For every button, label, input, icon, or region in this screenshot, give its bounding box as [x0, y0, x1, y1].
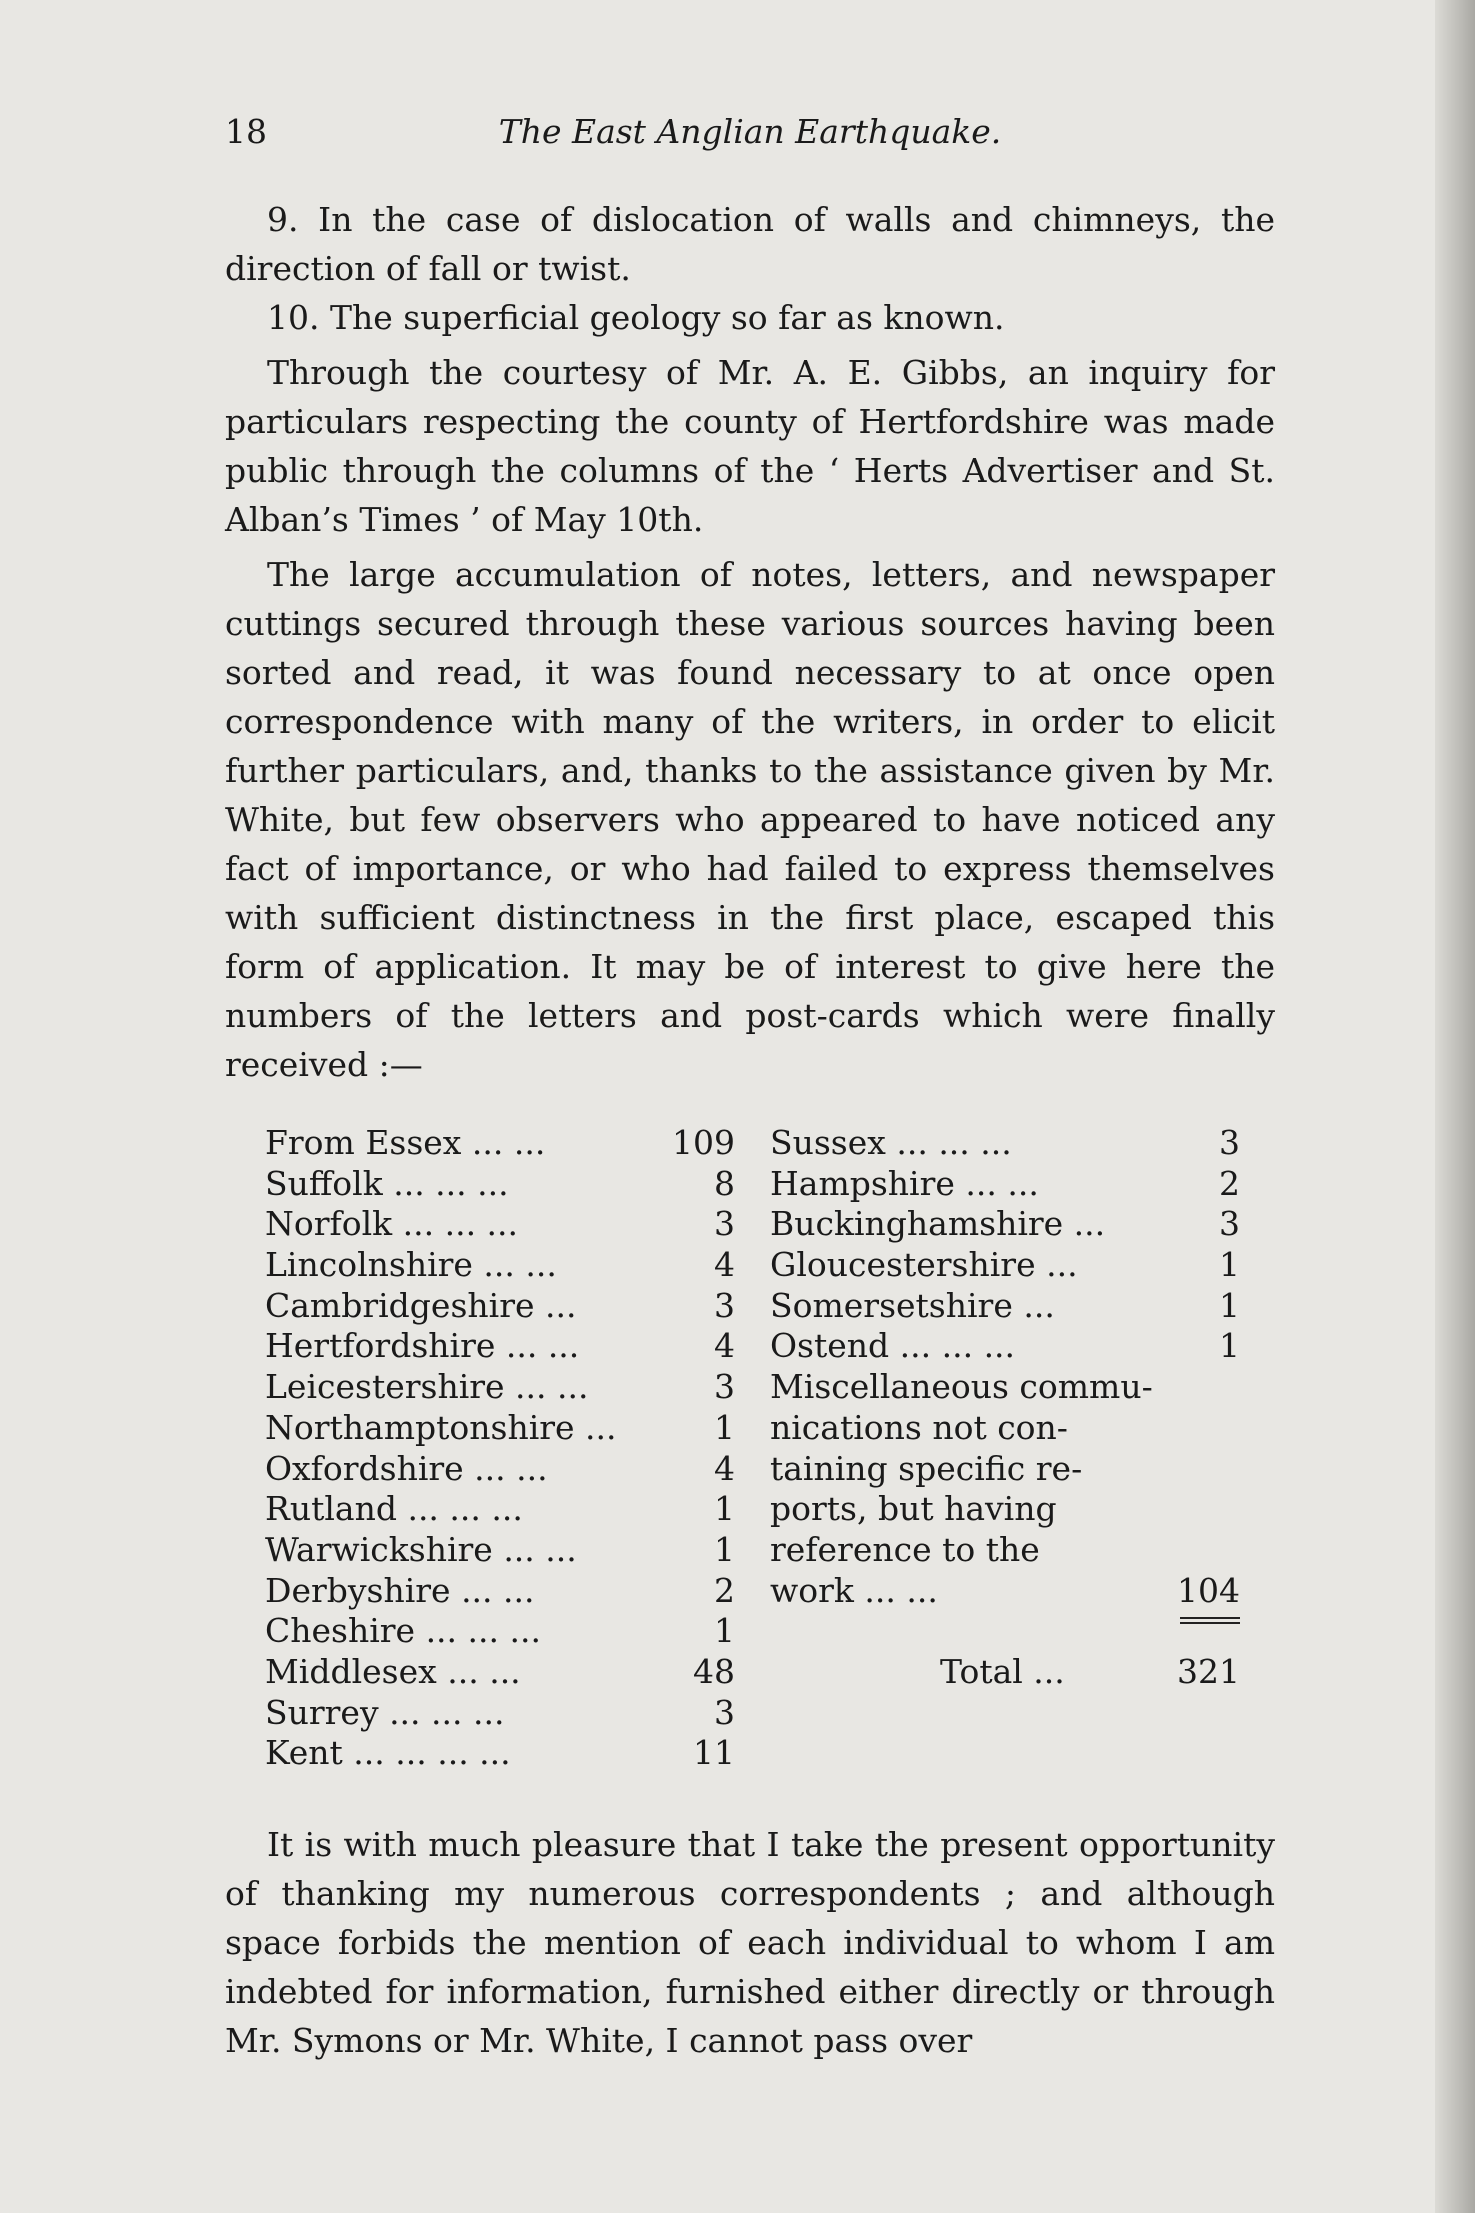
table-row: [265, 1123, 735, 1164]
letter-count: 2: [714, 1570, 735, 1610]
county-name: Lincolnshire ... ...: [265, 1245, 557, 1285]
page-number: 18: [225, 112, 267, 151]
page-header: [225, 112, 1275, 162]
table-row: [770, 1571, 1240, 1612]
county-name: Leicestershire ... ...: [265, 1367, 589, 1407]
table-row: [265, 1286, 735, 1327]
table-row: [265, 1204, 735, 1245]
table-row: [265, 1652, 735, 1693]
county-name: Rutland ... ... ...: [265, 1489, 523, 1529]
table-row: [770, 1123, 1240, 1164]
table-rule-row: [770, 1611, 1240, 1652]
paragraph-correspondence: The large accumulation of notes, letters, and newspaper cuttings secured through these various sources having been sorted and read, it was found necessary to at once open correspondence with many of the writers, in order to elicit further particulars, and, thanks to the assistance given by Mr. White, but few observers who appeared to have noticed any fact of importance, or who had failed to express themselves with sufficient distinctness in the first place, escaped this form of application. It may be of interest to give here the numbers of the letters and post-cards which were finally received :—: [225, 555, 1275, 1084]
total-row: [770, 1652, 1240, 1693]
county-name: Northamptonshire ...: [265, 1407, 617, 1447]
list-item-9: 9. In the case of dislocation of walls and chimneys, the direction of fall or twist.: [225, 200, 1275, 288]
table-row: [770, 1489, 1240, 1530]
letter-count: 8: [714, 1163, 735, 1203]
closing-paragraph-container: [225, 1820, 1275, 2071]
letter-count: 3: [1219, 1204, 1240, 1244]
county-name: Sussex ... ... ...: [770, 1123, 1012, 1162]
letter-count: 1: [1219, 1285, 1240, 1325]
letter-count: 1: [1219, 1245, 1240, 1285]
paragraph-thanks: It is with much pleasure that I take the present opportunity of thanking my numerous correspondents ; and although space forbids the mention of each individual to whom I am indebted for information, furnished either directly or through Mr. Symons or Mr. White, I cannot pass over: [225, 1825, 1275, 2060]
table-row: [265, 1367, 735, 1408]
list-item-10: 10. The superficial geology so far as known.: [267, 298, 1005, 337]
total-value: 321: [1177, 1651, 1240, 1691]
letter-count: 1: [714, 1611, 735, 1651]
county-name: Cheshire ... ... ...: [265, 1611, 541, 1651]
letter-count: 109: [672, 1123, 735, 1162]
misc-text-line: Miscellaneous commu-: [770, 1367, 1153, 1407]
county-name: Kent ... ... ... ...: [265, 1733, 511, 1773]
letter-count: 3: [714, 1367, 735, 1407]
table-row: [265, 1611, 735, 1652]
county-name: Gloucestershire ...: [770, 1245, 1078, 1285]
letter-count: 1: [714, 1407, 735, 1447]
letter-count: 4: [714, 1326, 735, 1366]
body-text: [225, 195, 1275, 1095]
table-row: [265, 1449, 735, 1490]
table-row: [265, 1326, 735, 1367]
county-name: Derbyshire ... ...: [265, 1570, 535, 1610]
misc-text-line: nications not con-: [770, 1407, 1068, 1447]
table-row: [770, 1286, 1240, 1327]
table-row: [770, 1530, 1240, 1571]
county-name: Hampshire ... ...: [770, 1163, 1039, 1203]
county-name: Hertfordshire ... ...: [265, 1326, 580, 1366]
misc-text-line: work ... ...: [770, 1570, 938, 1610]
misc-text-line: ports, but having: [770, 1489, 1057, 1529]
table-row: [770, 1326, 1240, 1367]
letter-count: 11: [693, 1733, 735, 1773]
county-name: Cambridgeshire ...: [265, 1285, 577, 1325]
table-row: [265, 1571, 735, 1612]
county-name: Ostend ... ... ...: [770, 1326, 1016, 1366]
letter-count: 3: [714, 1692, 735, 1732]
county-name: Middlesex ... ...: [265, 1651, 521, 1691]
table-left-column: [265, 1123, 735, 1774]
letter-count: 1: [714, 1489, 735, 1529]
table-row: [770, 1367, 1240, 1408]
sum-rule: [1180, 1617, 1240, 1619]
letter-count: 3: [1219, 1123, 1240, 1162]
table-row: [265, 1693, 735, 1734]
table-row: [265, 1164, 735, 1205]
letter-count: 2: [1219, 1163, 1240, 1203]
total-label: Total ...: [940, 1651, 1065, 1691]
table-row: [770, 1164, 1240, 1205]
letter-count: 48: [693, 1651, 735, 1691]
county-name: Surrey ... ... ...: [265, 1692, 505, 1732]
letter-count: 3: [714, 1204, 735, 1244]
page-spine-shadow: [1435, 0, 1475, 2213]
running-title: The East Anglian Earthquake.: [498, 112, 1002, 151]
county-name: Warwickshire ... ...: [265, 1529, 577, 1569]
table-row: [770, 1408, 1240, 1449]
letter-count: 4: [714, 1448, 735, 1488]
table-row: [265, 1245, 735, 1286]
county-name: Oxfordshire ... ...: [265, 1448, 548, 1488]
county-name: Buckinghamshire ...: [770, 1204, 1106, 1244]
county-name: Norfolk ... ... ...: [265, 1204, 519, 1244]
letter-count: 3: [714, 1285, 735, 1325]
table-row: [265, 1489, 735, 1530]
table-row: [265, 1530, 735, 1571]
sum-rule: [1180, 1622, 1240, 1624]
paragraph-gibbs-inquiry: Through the courtesy of Mr. A. E. Gibbs, an inquiry for particulars respecting the county of Hertfordshire was made public through the columns of the ‘ Herts Advertiser and St. Alban’s Times ’ of May 10th.: [225, 353, 1275, 539]
table-row: [265, 1733, 735, 1774]
county-name: Suffolk ... ... ...: [265, 1163, 509, 1203]
letter-count: 1: [714, 1529, 735, 1569]
table-right-column: [770, 1123, 1240, 1693]
letter-count: 4: [714, 1245, 735, 1285]
table-row: [770, 1245, 1240, 1286]
letter-count: 1: [1219, 1326, 1240, 1366]
county-name: Somersetshire ...: [770, 1285, 1055, 1325]
misc-text-line: taining specific re-: [770, 1448, 1083, 1488]
table-row: [265, 1408, 735, 1449]
table-row: [770, 1204, 1240, 1245]
misc-text-line: reference to the: [770, 1529, 1040, 1569]
letter-count: 104: [1177, 1570, 1240, 1610]
table-row: [770, 1449, 1240, 1490]
county-name: From Essex ... ...: [265, 1123, 546, 1162]
